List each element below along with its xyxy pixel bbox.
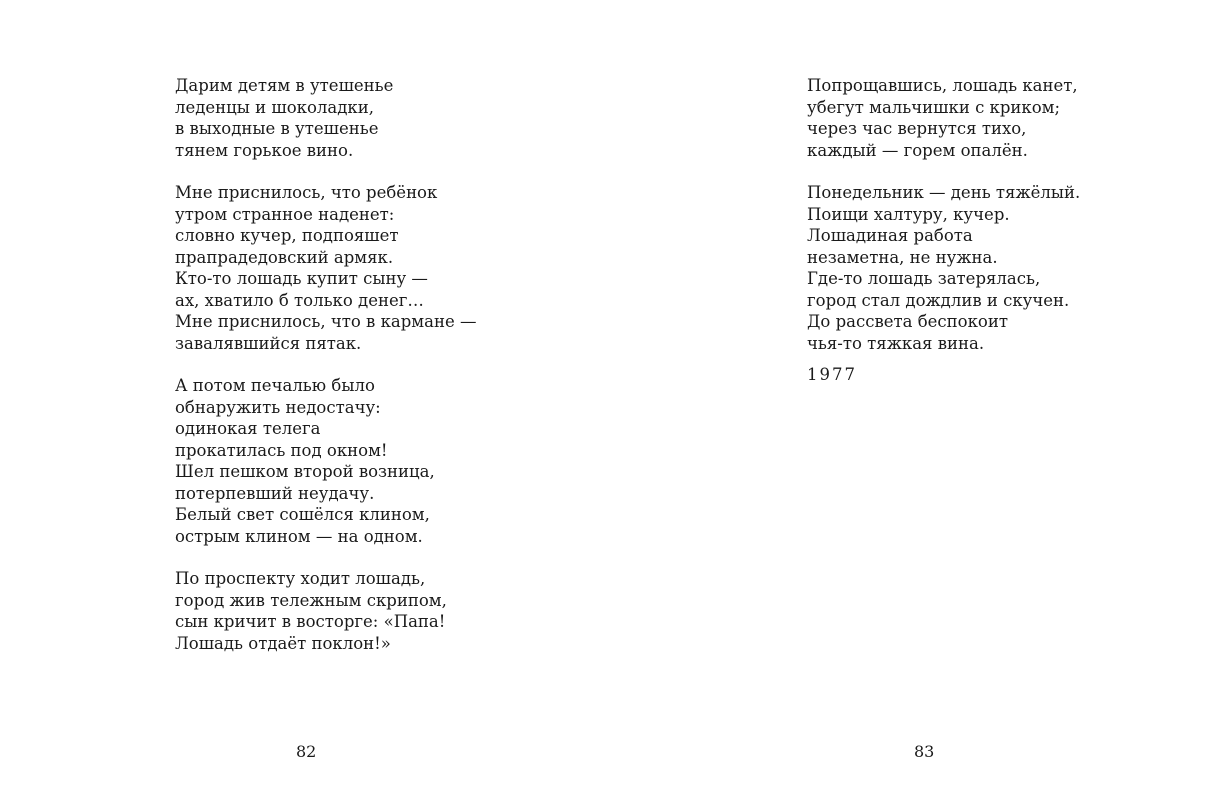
poem-text — [175, 75, 476, 675]
stanza-1 — [175, 75, 476, 161]
poem-line: Шел пешком второй возница, — [175, 462, 435, 481]
poem-line: обнаружить недостачу: — [175, 397, 381, 417]
poem-line: завалявшийся пятак. — [175, 333, 362, 353]
poem-line: незаметна, не нужна. — [807, 247, 998, 267]
page-number: 83 — [914, 742, 935, 761]
poem-year: 1977 — [807, 365, 857, 384]
poem-line: одинокая телега — [175, 419, 321, 438]
poem-line: город стал дождлив и скучен. — [807, 290, 1070, 310]
right-page — [615, 0, 1230, 800]
poem-line: острым клином — на одном. — [175, 526, 423, 546]
poem-line: Мне приснилось, что в кармане — — [175, 312, 477, 331]
poem-line: Дарим детям в утешенье — [175, 76, 394, 95]
poem-line: Попрощавшись, лошадь канет, — [807, 76, 1078, 95]
poem-text — [807, 75, 1080, 386]
poem-line: убегут мальчишки с криком; — [807, 97, 1061, 117]
poem-line: потерпевший неудачу. — [175, 483, 375, 503]
poem-line: словно кучер, подпояшет — [175, 226, 399, 245]
poem-line: тянем горькое вино. — [175, 140, 354, 160]
poem-line: город жив тележным скрипом, — [175, 590, 447, 610]
poem-line: каждый — горем опалён. — [807, 140, 1028, 160]
poem-line: прокатилась под окном! — [175, 440, 388, 460]
page-number: 82 — [296, 742, 317, 761]
poem-line: леденцы и шоколадки, — [175, 97, 374, 117]
poem-line: Мне приснилось, что ребёнок — [175, 183, 438, 202]
poem-line: утром странное наденет: — [175, 204, 395, 224]
poem-line: Лошадиная работа — [807, 226, 973, 245]
poem-line: в выходные в утешенье — [175, 119, 379, 138]
poem-line: А потом печалью было — [175, 376, 375, 395]
poem-line: По проспекту ходит лошадь, — [175, 569, 426, 588]
poem-line: Кто-то лошадь купит сыну — — [175, 269, 428, 288]
poem-line: Белый свет сошёлся клином, — [175, 505, 430, 524]
poem-line: прапрадедовский армяк. — [175, 247, 394, 267]
poem-line: Понедельник — день тяжёлый. — [807, 183, 1081, 202]
stanza-1 — [807, 75, 1080, 161]
stanza-3 — [175, 375, 476, 547]
poem-line: сын кричит в восторге: «Папа! — [175, 612, 446, 631]
poem-line: До рассвета беспокоит — [807, 312, 1008, 331]
poem-line: Где-то лошадь затерялась, — [807, 269, 1041, 288]
poem-line: через час вернутся тихо, — [807, 119, 1027, 138]
poem-line: ах, хватило б только денег… — [175, 290, 424, 310]
poem-line: Поищи халтуру, кучер. — [807, 204, 1010, 224]
poem-line: Лошадь отдаёт поклон!» — [175, 633, 391, 653]
poem-line: чья-то тяжкая вина. — [807, 333, 985, 353]
stanza-4 — [175, 568, 476, 654]
stanza-2 — [807, 182, 1080, 354]
stanza-2 — [175, 182, 476, 354]
